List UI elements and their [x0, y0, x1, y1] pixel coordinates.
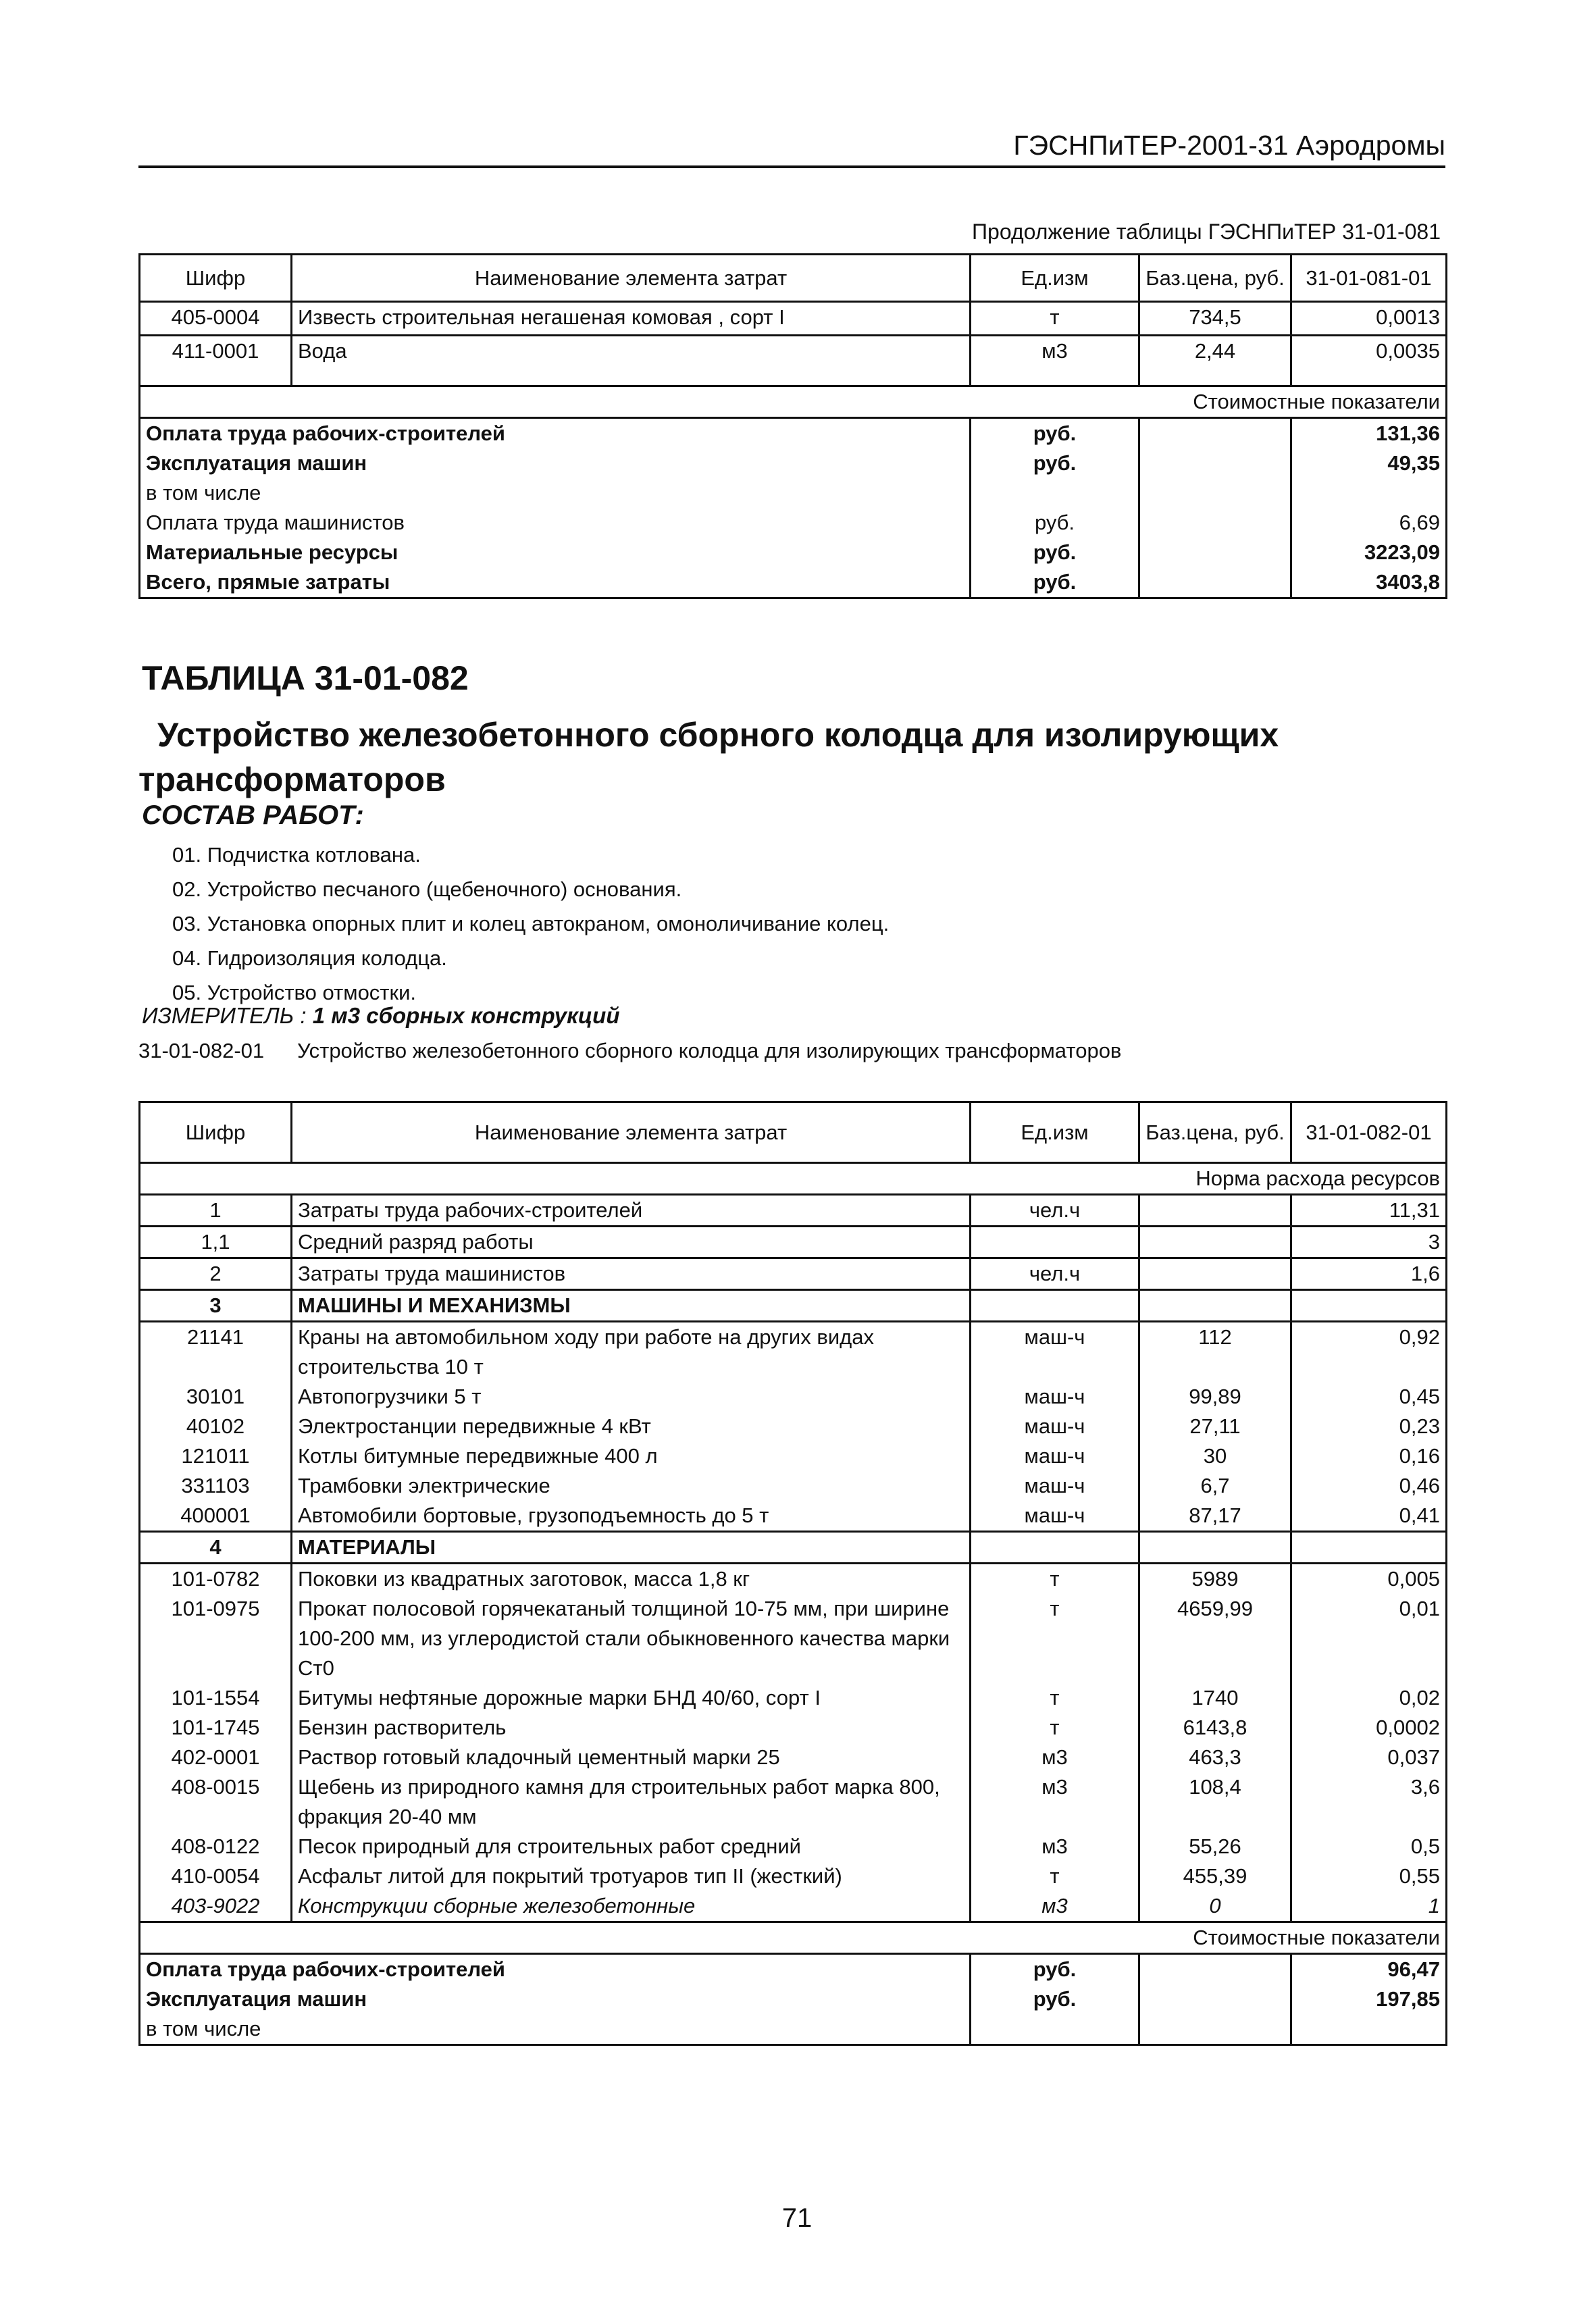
cost-label: Оплата труда рабочих-строителей	[140, 418, 971, 449]
cost-value: 197,85	[1291, 1984, 1447, 2014]
resource-row	[140, 1713, 1447, 1743]
cost-unit: руб.	[971, 1954, 1139, 1985]
cost-value: 3403,8	[1291, 567, 1447, 598]
resource-unit: маш-ч	[971, 1471, 1139, 1501]
norm-header-row	[140, 1163, 1447, 1195]
resource-value: 0,23	[1291, 1412, 1447, 1441]
resource-value: 0,0013	[1291, 302, 1447, 336]
cost-unit: руб.	[971, 508, 1139, 538]
measure-unit-line	[142, 1003, 619, 1029]
resource-row	[140, 1861, 1447, 1891]
resource-row	[140, 302, 1447, 336]
resource-row	[140, 1683, 1447, 1713]
resource-name: Битумы нефтяные дорожные марки БНД 40/60, сорт I	[292, 1683, 971, 1713]
resource-name: Прокат полосовой горячекатаный толщиной 10-75 мм, при ширине 100-200 мм, из углеродистой стали обыкновенного качества марки Ст0	[292, 1594, 971, 1683]
work-item: 03. Установка опорных плит и колец автокраном, омоноличивание колец.	[172, 912, 890, 935]
col-head-norm: 31-01-082-01	[1291, 1102, 1447, 1163]
resource-code: 2	[140, 1258, 292, 1290]
resource-price: 6,7	[1139, 1471, 1291, 1501]
cost-blank-cell	[1139, 448, 1291, 478]
cost-header: Стоимостные показатели	[140, 1922, 1447, 1954]
resource-unit: т	[971, 1683, 1139, 1713]
resource-name: Песок природный для строительных работ средний	[292, 1832, 971, 1861]
resource-price: 463,3	[1139, 1743, 1291, 1772]
norm-reference-text: Устройство железобетонного сборного колодца для изолирующих трансформаторов	[297, 1039, 1122, 1062]
cost-value: 6,69	[1291, 508, 1447, 538]
cost-row	[140, 2014, 1447, 2045]
resource-name: Трамбовки электрические	[292, 1471, 971, 1501]
table-head-row	[140, 1102, 1447, 1163]
resource-price	[1139, 1290, 1291, 1322]
resource-price: 734,5	[1139, 302, 1291, 336]
cost-blank-cell	[1139, 2014, 1291, 2045]
resource-value: 0,45	[1291, 1382, 1447, 1412]
cost-label: Материальные ресурсы	[140, 538, 971, 567]
resource-price: 4659,99	[1139, 1594, 1291, 1683]
resource-name: Конструкции сборные железобетонные	[292, 1891, 971, 1922]
cost-unit: руб.	[971, 1984, 1139, 2014]
resource-code: 1,1	[140, 1227, 292, 1258]
resource-code: 101-1745	[140, 1713, 292, 1743]
resource-price: 5989	[1139, 1564, 1291, 1595]
resource-unit: м3	[971, 336, 1139, 386]
resource-unit: м3	[971, 1891, 1139, 1922]
resource-unit: маш-ч	[971, 1322, 1139, 1383]
table-head-row	[140, 255, 1447, 302]
resource-unit: маш-ч	[971, 1412, 1139, 1441]
resource-price	[1139, 1195, 1291, 1227]
resource-name: Вода	[292, 336, 971, 386]
cost-label: Всего, прямые затраты	[140, 567, 971, 598]
cost-blank-cell	[1139, 418, 1291, 449]
col-head-name: Наименование элемента затрат	[292, 255, 971, 302]
cost-value	[1291, 478, 1447, 508]
resource-row	[140, 1441, 1447, 1471]
resource-unit: т	[971, 1713, 1139, 1743]
resource-value: 0,01	[1291, 1594, 1447, 1683]
resource-row	[140, 1382, 1447, 1412]
cost-label: Оплата труда рабочих-строителей	[140, 1954, 971, 1985]
resource-row	[140, 336, 1447, 386]
resource-value: 0,02	[1291, 1683, 1447, 1713]
cost-label: в том числе	[140, 478, 971, 508]
resource-code: 405-0004	[140, 302, 292, 336]
section-title: Устройство железобетонного сборного колодца для изолирующих трансформаторов	[138, 716, 1279, 798]
work-item: 01. Подчистка котлована.	[172, 843, 421, 867]
resource-code: 30101	[140, 1382, 292, 1412]
cost-unit: руб.	[971, 448, 1139, 478]
resource-table-31-01-081	[138, 253, 1447, 599]
resource-value: 0,0035	[1291, 336, 1447, 386]
resource-value: 0,5	[1291, 1832, 1447, 1861]
resource-name: Раствор готовый кладочный цементный марки 25	[292, 1743, 971, 1772]
resource-unit	[971, 1227, 1139, 1258]
resource-code: 121011	[140, 1441, 292, 1471]
cost-row	[140, 567, 1447, 598]
resource-value: 0,0002	[1291, 1713, 1447, 1743]
resource-code: 101-0782	[140, 1564, 292, 1595]
resource-row	[140, 1227, 1447, 1258]
cost-blank-cell	[1139, 1954, 1291, 1985]
resource-code: 101-1554	[140, 1683, 292, 1713]
resource-value: 0,92	[1291, 1322, 1447, 1383]
resource-value	[1291, 1532, 1447, 1564]
cost-row	[140, 478, 1447, 508]
resource-unit: м3	[971, 1743, 1139, 1772]
resource-unit: маш-ч	[971, 1382, 1139, 1412]
cost-row	[140, 448, 1447, 478]
work-item: 05. Устройство отмостки.	[172, 981, 416, 1004]
cost-unit	[971, 478, 1139, 508]
resource-name: Автопогрузчики 5 т	[292, 1382, 971, 1412]
resource-row	[140, 1258, 1447, 1290]
resource-code: 1	[140, 1195, 292, 1227]
resource-name: Средний разряд работы	[292, 1227, 971, 1258]
col-head-norm: 31-01-081-01	[1291, 255, 1447, 302]
resource-code: 3	[140, 1290, 292, 1322]
resource-code: 410-0054	[140, 1861, 292, 1891]
section-row	[140, 1290, 1447, 1322]
cost-blank-cell	[1139, 478, 1291, 508]
section-row	[140, 1532, 1447, 1564]
table-title: ТАБЛИЦА 31-01-082	[142, 659, 469, 697]
cost-row	[140, 1954, 1447, 1985]
resource-value: 0,005	[1291, 1564, 1447, 1595]
resource-price: 99,89	[1139, 1382, 1291, 1412]
measure-unit-value: 1 м3 сборных конструкций	[312, 1003, 620, 1028]
page-number: 71	[781, 2203, 813, 2233]
resource-value: 0,41	[1291, 1501, 1447, 1532]
resource-value: 1	[1291, 1891, 1447, 1922]
resource-code: 402-0001	[140, 1743, 292, 1772]
resource-unit	[971, 1290, 1139, 1322]
cost-blank-cell	[1139, 508, 1291, 538]
resource-code: 403-9022	[140, 1891, 292, 1922]
resource-price: 30	[1139, 1441, 1291, 1471]
resource-price: 55,26	[1139, 1832, 1291, 1861]
resource-value: 0,16	[1291, 1441, 1447, 1471]
resource-price	[1139, 1258, 1291, 1290]
resource-value: 0,46	[1291, 1471, 1447, 1501]
resource-unit: м3	[971, 1772, 1139, 1832]
cost-unit: руб.	[971, 418, 1139, 449]
resource-row	[140, 1412, 1447, 1441]
resource-name: Затраты труда машинистов	[292, 1258, 971, 1290]
resource-row	[140, 1501, 1447, 1532]
resource-code: 40102	[140, 1412, 292, 1441]
col-head-code: Шифр	[140, 1102, 292, 1163]
col-head-code: Шифр	[140, 255, 292, 302]
resource-code: 408-0015	[140, 1772, 292, 1832]
cost-blank-cell	[1139, 567, 1291, 598]
cost-row	[140, 1984, 1447, 2014]
work-item: 04. Гидроизоляция колодца.	[172, 946, 447, 970]
norm-header: Норма расхода ресурсов	[140, 1163, 1447, 1195]
resource-price: 108,4	[1139, 1772, 1291, 1832]
resource-unit: т	[971, 1594, 1139, 1683]
resource-code: 408-0122	[140, 1832, 292, 1861]
resource-code: 101-0975	[140, 1594, 292, 1683]
resource-value: 11,31	[1291, 1195, 1447, 1227]
cost-value: 3223,09	[1291, 538, 1447, 567]
resource-unit	[971, 1532, 1139, 1564]
resource-name: МАШИНЫ И МЕХАНИЗМЫ	[292, 1290, 971, 1322]
cost-unit	[971, 2014, 1139, 2045]
col-head-name: Наименование элемента затрат	[292, 1102, 971, 1163]
col-head-price: Баз.цена, руб.	[1139, 1102, 1291, 1163]
cost-header-row	[140, 386, 1447, 418]
resource-code: 21141	[140, 1322, 292, 1383]
resource-price: 6143,8	[1139, 1713, 1291, 1743]
resource-name: Поковки из квадратных заготовок, масса 1,8 кг	[292, 1564, 971, 1595]
cost-value: 131,36	[1291, 418, 1447, 449]
resource-table-31-01-082	[138, 1101, 1447, 2046]
cost-header-row	[140, 1922, 1447, 1954]
resource-price: 455,39	[1139, 1861, 1291, 1891]
resource-price	[1139, 1227, 1291, 1258]
cost-blank-cell	[1139, 538, 1291, 567]
cost-value: 96,47	[1291, 1954, 1447, 1985]
resource-unit: т	[971, 302, 1139, 336]
resource-price: 27,11	[1139, 1412, 1291, 1441]
cost-row	[140, 418, 1447, 449]
resource-price: 112	[1139, 1322, 1291, 1383]
resource-unit: м3	[971, 1832, 1139, 1861]
resource-name: МАТЕРИАЛЫ	[292, 1532, 971, 1564]
resource-value: 1,6	[1291, 1258, 1447, 1290]
resource-unit: чел.ч	[971, 1258, 1139, 1290]
cost-unit: руб.	[971, 567, 1139, 598]
work-composition-label: СОСТАВ РАБОТ:	[142, 800, 364, 830]
resource-row	[140, 1832, 1447, 1861]
resource-name: Автомобили бортовые, грузоподъемность до 5 т	[292, 1501, 971, 1532]
resource-row	[140, 1891, 1447, 1922]
cost-row	[140, 538, 1447, 567]
cost-value	[1291, 2014, 1447, 2045]
cost-label: в том числе	[140, 2014, 971, 2045]
cost-unit: руб.	[971, 538, 1139, 567]
resource-name: Краны на автомобильном ходу при работе на других видах строительства 10 т	[292, 1322, 971, 1383]
resource-row	[140, 1564, 1447, 1595]
resource-unit: чел.ч	[971, 1195, 1139, 1227]
resource-code: 400001	[140, 1501, 292, 1532]
measure-unit-label: ИЗМЕРИТЕЛЬ :	[142, 1003, 307, 1028]
running-header: ГЭСНПиТЕР-2001-31 Аэродромы	[138, 130, 1445, 168]
resource-row	[140, 1743, 1447, 1772]
col-head-unit: Ед.изм	[971, 255, 1139, 302]
resource-name: Электростанции передвижные 4 кВт	[292, 1412, 971, 1441]
cost-label: Эксплуатация машин	[140, 448, 971, 478]
resource-code: 4	[140, 1532, 292, 1564]
resource-value: 0,037	[1291, 1743, 1447, 1772]
col-head-price: Баз.цена, руб.	[1139, 255, 1291, 302]
work-item: 02. Устройство песчаного (щебеночного) основания.	[172, 877, 682, 901]
resource-row	[140, 1471, 1447, 1501]
resource-row	[140, 1322, 1447, 1383]
resource-code: 331103	[140, 1471, 292, 1501]
resource-unit: маш-ч	[971, 1441, 1139, 1471]
resource-name: Щебень из природного камня для строительных работ марка 800, фракция 20-40 мм	[292, 1772, 971, 1832]
resource-row	[140, 1772, 1447, 1832]
resource-name: Котлы битумные передвижные 400 л	[292, 1441, 971, 1471]
resource-value	[1291, 1290, 1447, 1322]
col-head-unit: Ед.изм	[971, 1102, 1139, 1163]
resource-value: 3,6	[1291, 1772, 1447, 1832]
resource-price: 0	[1139, 1891, 1291, 1922]
cost-label: Оплата труда машинистов	[140, 508, 971, 538]
resource-value: 0,55	[1291, 1861, 1447, 1891]
cost-blank-cell	[1139, 1984, 1291, 2014]
resource-unit: т	[971, 1861, 1139, 1891]
cost-label: Эксплуатация машин	[140, 1984, 971, 2014]
cost-header: Стоимостные показатели	[140, 386, 1447, 418]
resource-price: 1740	[1139, 1683, 1291, 1713]
resource-row	[140, 1594, 1447, 1683]
norm-reference-line	[138, 1039, 1121, 1063]
cost-row	[140, 508, 1447, 538]
work-composition-list	[172, 838, 889, 1010]
resource-price: 2,44	[1139, 336, 1291, 386]
resource-code: 411-0001	[140, 336, 292, 386]
table-continuation-caption: Продолжение таблицы ГЭСНПиТЕР 31-01-081	[972, 220, 1441, 244]
resource-name: Известь строительная негашеная комовая , сорт I	[292, 302, 971, 336]
resource-price	[1139, 1532, 1291, 1564]
resource-unit: маш-ч	[971, 1501, 1139, 1532]
resource-price: 87,17	[1139, 1501, 1291, 1532]
resource-name: Затраты труда рабочих-строителей	[292, 1195, 971, 1227]
resource-row	[140, 1195, 1447, 1227]
resource-name: Асфальт литой для покрытий тротуаров тип II (жесткий)	[292, 1861, 971, 1891]
norm-reference-code: 31-01-082-01	[138, 1039, 265, 1062]
resource-name: Бензин растворитель	[292, 1713, 971, 1743]
resource-value: 3	[1291, 1227, 1447, 1258]
resource-unit: т	[971, 1564, 1139, 1595]
cost-value: 49,35	[1291, 448, 1447, 478]
